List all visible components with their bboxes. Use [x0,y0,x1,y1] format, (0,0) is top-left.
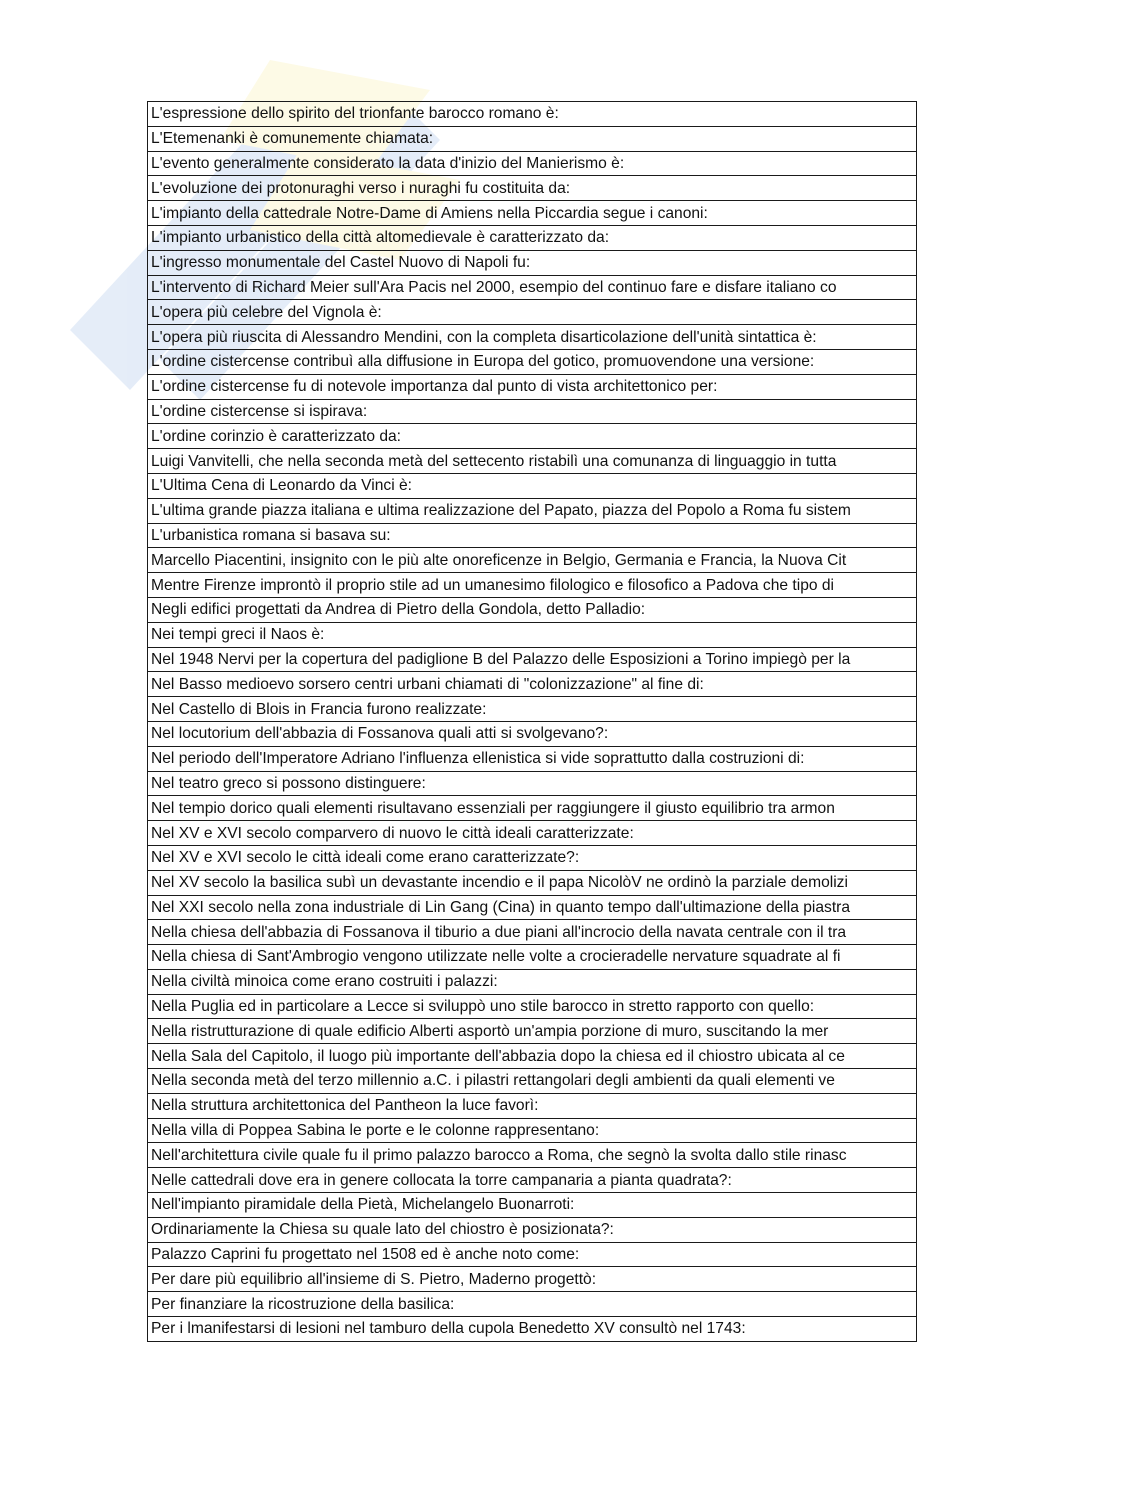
question-cell: L'evoluzione dei protonuraghi verso i nuraghi fu costituita da: [148,176,917,201]
question-cell: Nel Castello di Blois in Francia furono realizzate: [148,697,917,722]
question-cell: L'opera più riuscita di Alessandro Mendini, con la completa disarticolazione dell'unità sintattica è: [148,325,917,350]
question-cell: Nella chiesa di Sant'Ambrogio vengono utilizzate nelle volte a crocieradelle nervature squadrate al fi [148,945,917,970]
question-cell: Nel locutorium dell'abbazia di Fossanova quali atti si svolgevano?: [148,721,917,746]
question-cell: Nella chiesa dell'abbazia di Fossanova il tiburio a due piani all'incrocio della navata centrale con il tra [148,920,917,945]
table-row [148,597,917,622]
questions-table [147,101,917,1342]
question-cell: Nel XV e XVI secolo le città ideali come erano caratterizzate?: [148,845,917,870]
question-cell: Nelle cattedrali dove era in genere collocata la torre campanaria a pianta quadrata?: [148,1168,917,1193]
question-cell: Nella villa di Poppea Sabina le porte e le colonne rappresentano: [148,1118,917,1143]
question-cell: Nella ristrutturazione di quale edificio Alberti asportò un'ampia porzione di muro, suscitando la mer [148,1019,917,1044]
table-row [148,126,917,151]
table-row [148,225,917,250]
question-cell: L'intervento di Richard Meier sull'Ara Pacis nel 2000, esempio del continuo fare e disfare italiano co [148,275,917,300]
table-row [148,870,917,895]
table-row [148,424,917,449]
question-cell: L'ordine corinzio è caratterizzato da: [148,424,917,449]
table-row [148,697,917,722]
table-row [148,920,917,945]
question-cell: Nel XV secolo la basilica subì un devastante incendio e il papa NicolòV ne ordinò la parziale demolizi [148,870,917,895]
table-row [148,1069,917,1094]
question-cell: Nel XV e XVI secolo comparvero di nuovo le città ideali caratterizzate: [148,821,917,846]
table-row [148,374,917,399]
table-row [148,349,917,374]
question-cell: Ordinariamente la Chiesa su quale lato del chiostro è posizionata?: [148,1217,917,1242]
question-cell: Nel 1948 Nervi per la copertura del padiglione B del Palazzo delle Esposizioni a Torino impiegò per la [148,647,917,672]
table-row [148,573,917,598]
question-cell: L'espressione dello spirito del trionfante barocco romano è: [148,102,917,127]
question-cell: L'Etemenanki è comunemente chiamata: [148,126,917,151]
question-cell: L'urbanistica romana si basava su: [148,523,917,548]
table-row [148,721,917,746]
table-row [148,746,917,771]
table-row [148,1019,917,1044]
question-cell: Negli edifici progettati da Andrea di Pietro della Gondola, detto Palladio: [148,597,917,622]
question-cell: Nei tempi greci il Naos è: [148,622,917,647]
table-row [148,1118,917,1143]
question-cell: Nella Sala del Capitolo, il luogo più importante dell'abbazia dopo la chiesa ed il chiostro ubicata al ce [148,1044,917,1069]
table-row [148,622,917,647]
question-cell: L'opera più celebre del Vignola è: [148,300,917,325]
table-row [148,771,917,796]
question-cell: Mentre Firenze improntò il proprio stile ad un umanesimo filologico e filosofico a Padova che tipo di [148,573,917,598]
question-cell: Luigi Vanvitelli, che nella seconda metà del settecento ristabilì una comunanza di linguaggio in tutta [148,449,917,474]
question-cell: Nell'architettura civile quale fu il primo palazzo barocco a Roma, che segnò la svolta dallo stile rinasc [148,1143,917,1168]
table-row [148,325,917,350]
table-row [148,250,917,275]
question-cell: L'ordine cistercense contribuì alla diffusione in Europa del gotico, promuovendone una versione: [148,349,917,374]
table-row [148,1267,917,1292]
question-cell: L'ordine cistercense fu di notevole importanza dal punto di vista architettonico per: [148,374,917,399]
table-row [148,994,917,1019]
table-row [148,845,917,870]
table-row [148,969,917,994]
question-cell: Nella seconda metà del terzo millennio a.C. i pilastri rettangolari degli ambienti da quali elementi ve [148,1069,917,1094]
question-cell: Palazzo Caprini fu progettato nel 1508 ed è anche noto come: [148,1242,917,1267]
table-row [148,102,917,127]
table-row [148,449,917,474]
question-cell: Nella civiltà minoica come erano costruiti i palazzi: [148,969,917,994]
table-row [148,1292,917,1317]
table-row [148,1168,917,1193]
table-row [148,151,917,176]
table-row [148,1242,917,1267]
table-row [148,1093,917,1118]
question-cell: Nel XXI secolo nella zona industriale di Lin Gang (Cina) in quanto tempo dall'ultimazione della piastra [148,895,917,920]
table-row [148,523,917,548]
question-cell: Marcello Piacentini, insignito con le più alte onoreficenze in Belgio, Germania e Francia, la Nuova Cit [148,548,917,573]
question-cell: L'ultima grande piazza italiana e ultima realizzazione del Papato, piazza del Popolo a Roma fu sistem [148,498,917,523]
table-row [148,672,917,697]
question-cell: Per finanziare la ricostruzione della basilica: [148,1292,917,1317]
question-cell: L'impianto urbanistico della città altomedievale è caratterizzato da: [148,225,917,250]
table-row [148,647,917,672]
table-row [148,399,917,424]
question-cell: Nella struttura architettonica del Pantheon la luce favorì: [148,1093,917,1118]
question-cell: Nel teatro greco si possono distinguere: [148,771,917,796]
question-cell: Per i lmanifestarsi di lesioni nel tamburo della cupola Benedetto XV consultò nel 1743: [148,1317,917,1342]
question-cell: Nella Puglia ed in particolare a Lecce si sviluppò uno stile barocco in stretto rapporto con quello: [148,994,917,1019]
table-row [148,1143,917,1168]
table-row [148,275,917,300]
table-row [148,895,917,920]
question-cell: Nel periodo dell'Imperatore Adriano l'influenza ellenistica si vide soprattutto dalla costruzioni di: [148,746,917,771]
question-cell: Nell'impianto piramidale della Pietà, Michelangelo Buonarroti: [148,1193,917,1218]
table-row [148,548,917,573]
table-row [148,300,917,325]
table-row [148,1317,917,1342]
table-row [148,821,917,846]
table-row [148,201,917,226]
table-row [148,1217,917,1242]
table-row [148,1044,917,1069]
table-row [148,176,917,201]
question-cell: L'ordine cistercense si ispirava: [148,399,917,424]
question-cell: Nel Basso medioevo sorsero centri urbani chiamati di "colonizzazione" al fine di: [148,672,917,697]
question-cell: Nel tempio dorico quali elementi risultavano essenziali per raggiungere il giusto equilibrio tra armon [148,796,917,821]
question-cell: Per dare più equilibrio all'insieme di S. Pietro, Maderno progettò: [148,1267,917,1292]
table-row [148,1193,917,1218]
table-row [148,498,917,523]
question-cell: L'ingresso monumentale del Castel Nuovo di Napoli fu: [148,250,917,275]
question-cell: L'impianto della cattedrale Notre-Dame di Amiens nella Piccardia segue i canoni: [148,201,917,226]
question-cell: L'Ultima Cena di Leonardo da Vinci è: [148,473,917,498]
table-row [148,796,917,821]
table-row [148,473,917,498]
question-cell: L'evento generalmente considerato la data d'inizio del Manierismo è: [148,151,917,176]
table-row [148,945,917,970]
